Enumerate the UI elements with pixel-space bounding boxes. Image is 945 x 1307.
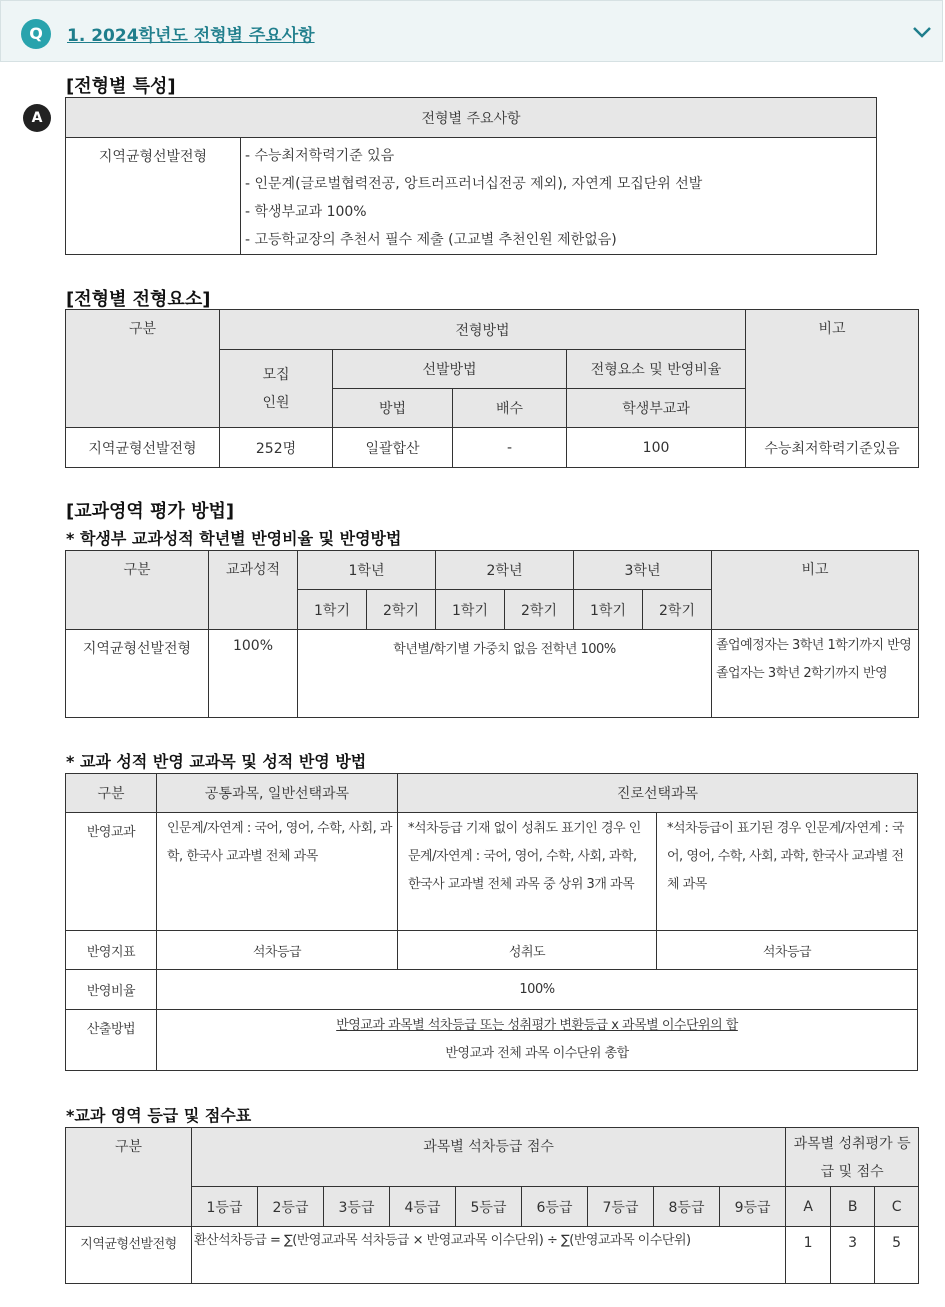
table-header: 과목별 성취평가 등급 및 점수 [786, 1128, 919, 1187]
table-cell: 5 [875, 1227, 919, 1284]
answer-badge: A [23, 104, 51, 132]
table-cell: 수능최저학력기준있음 [746, 428, 919, 468]
subheading-subjects: * 교과 성적 반영 교과목 및 성적 반영 방법 [66, 752, 367, 771]
table-header: 8등급 [654, 1187, 720, 1227]
table-header: 학생부교과 [567, 389, 746, 428]
table-header: 비고 [746, 310, 919, 428]
question-badge: Q [21, 19, 51, 49]
table-header: 9등급 [720, 1187, 786, 1227]
section-heading-elements: [전형별 전형요소] [66, 289, 211, 310]
table-cell: 1 [786, 1227, 831, 1284]
note-line: 졸업예정자는 3학년 1학기까지 반영 [716, 638, 912, 653]
table-header: 구분 [66, 774, 157, 813]
table-cell: 지역균형선발전형 [66, 1227, 192, 1284]
table-cell: 지역균형선발전형 [66, 630, 209, 718]
table-cell: 석차등급 [157, 931, 398, 970]
table-header: 6등급 [522, 1187, 588, 1227]
table-header: 전형요소 및 반영비율 [567, 350, 746, 389]
table-header: B [831, 1187, 875, 1227]
table-header: 5등급 [456, 1187, 522, 1227]
table-header: A [786, 1187, 831, 1227]
table-cell: *석차등급 기재 없이 성취도 표기인 경우 인문계/자연계 : 국어, 영어, 수학, 사회, 과학, 한국사 교과별 전체 과목 중 상위 3개 과목 [398, 813, 657, 931]
table-header: 구분 [66, 310, 220, 428]
list-item: - 인문계(글로벌협력전공, 앙트러프러너십전공 제외), 자연계 모집단위 선발 [245, 176, 703, 192]
table-header: 비고 [712, 551, 919, 630]
table-cell: 일괄합산 [333, 428, 453, 468]
table-header: 전형방법 [220, 310, 746, 350]
table-header: 전형별 주요사항 [66, 98, 877, 138]
formula-numerator: 반영교과 과목별 석차등급 또는 성취평가 변환등급 x 과목별 이수단위의 합 [336, 1018, 738, 1033]
table-header: 교과성적 [209, 551, 298, 630]
year-ratio-table [65, 550, 919, 718]
table-cell: 반영지표 [66, 931, 157, 970]
table-header: 1학기 [436, 590, 505, 630]
table-cell: 100 [567, 428, 746, 468]
table-cell: 환산석차등급 = ∑(반영교과목 석차등급 × 반영교과목 이수단위) ÷ ∑(반영교과목 이수단위) [192, 1227, 786, 1284]
table-header: 1학기 [574, 590, 643, 630]
table-cell: - [453, 428, 567, 468]
subheading-year-ratio: * 학생부 교과성적 학년별 반영비율 및 반영방법 [66, 529, 402, 548]
table-header: 4등급 [390, 1187, 456, 1227]
elements-table [65, 309, 919, 468]
table-header [220, 350, 333, 428]
list-item: - 학생부교과 100% [245, 204, 367, 220]
question-header[interactable] [0, 0, 943, 62]
table-cell: 100% [209, 630, 298, 718]
list-item: - 수능최저학력기준 있음 [245, 148, 395, 164]
formula-denominator: 반영교과 전체 과목 이수단위 총합 [445, 1046, 629, 1061]
grade-score-table [65, 1127, 919, 1284]
question-title[interactable]: 1. 2024학년도 전형별 주요사항 [67, 26, 315, 46]
table-header: 2학년 [436, 551, 574, 590]
table-cell [157, 1010, 918, 1071]
table-cell: *석차등급이 표기된 경우 인문계/자연계 : 국어, 영어, 수학, 사회, 과학, 한국사 교과별 전체 과목 [657, 813, 918, 931]
table-header: 공통과목, 일반선택과목 [157, 774, 398, 813]
chevron-down-icon[interactable] [909, 21, 935, 43]
note-line: 졸업자는 3학년 2학기까지 반영 [716, 666, 888, 681]
table-header: 1학기 [298, 590, 367, 630]
subheading-grade-score: *교과 영역 등급 및 점수표 [66, 1106, 252, 1125]
table-header: 과목별 석차등급 점수 [192, 1128, 786, 1187]
table-cell: 반영교과 [66, 813, 157, 931]
table-cell: 3 [831, 1227, 875, 1284]
table-header: 구분 [66, 551, 209, 630]
table-header: 2학기 [643, 590, 712, 630]
table-cell: 반영비율 [66, 970, 157, 1010]
table-cell: 학년별/학기별 가중치 없음 전학년 100% [298, 630, 712, 718]
list-item: - 고등학교장의 추천서 필수 제출 (고교별 추천인원 제한없음) [245, 232, 617, 248]
table-header: 구분 [66, 1128, 192, 1227]
table-header: 선발방법 [333, 350, 567, 389]
table-header: 1학년 [298, 551, 436, 590]
table-header: 2등급 [258, 1187, 324, 1227]
table-header: C [875, 1187, 919, 1227]
section-heading-evaluation: [교과영역 평가 방법] [66, 501, 235, 522]
table-header: 3학년 [574, 551, 712, 590]
section-heading-characteristics: [전형별 특성] [66, 76, 176, 97]
table-cell: 성취도 [398, 931, 657, 970]
table-cell: 252명 [220, 428, 333, 468]
table-cell: 100% [157, 970, 918, 1010]
subjects-table [65, 773, 918, 1071]
table-header: 2학기 [367, 590, 436, 630]
table-cell: 인문계/자연계 : 국어, 영어, 수학, 사회, 과학, 한국사 교과별 전체 과목 [157, 813, 398, 931]
table-header: 배수 [453, 389, 567, 428]
table-header: 진로선택과목 [398, 774, 918, 813]
table-cell: 산출방법 [66, 1010, 157, 1071]
table-cell [712, 630, 919, 718]
characteristics-table [65, 97, 877, 255]
table-cell-name: 지역균형선발전형 [66, 138, 241, 255]
table-cell: 지역균형선발전형 [66, 428, 220, 468]
table-header: 방법 [333, 389, 453, 428]
recruit-line: 모집 [262, 366, 290, 383]
table-header: 7등급 [588, 1187, 654, 1227]
table-header: 1등급 [192, 1187, 258, 1227]
recruit-line: 인원 [262, 394, 290, 411]
table-cell: 석차등급 [657, 931, 918, 970]
table-header: 2학기 [505, 590, 574, 630]
table-header: 3등급 [324, 1187, 390, 1227]
table-cell-items [241, 138, 877, 255]
